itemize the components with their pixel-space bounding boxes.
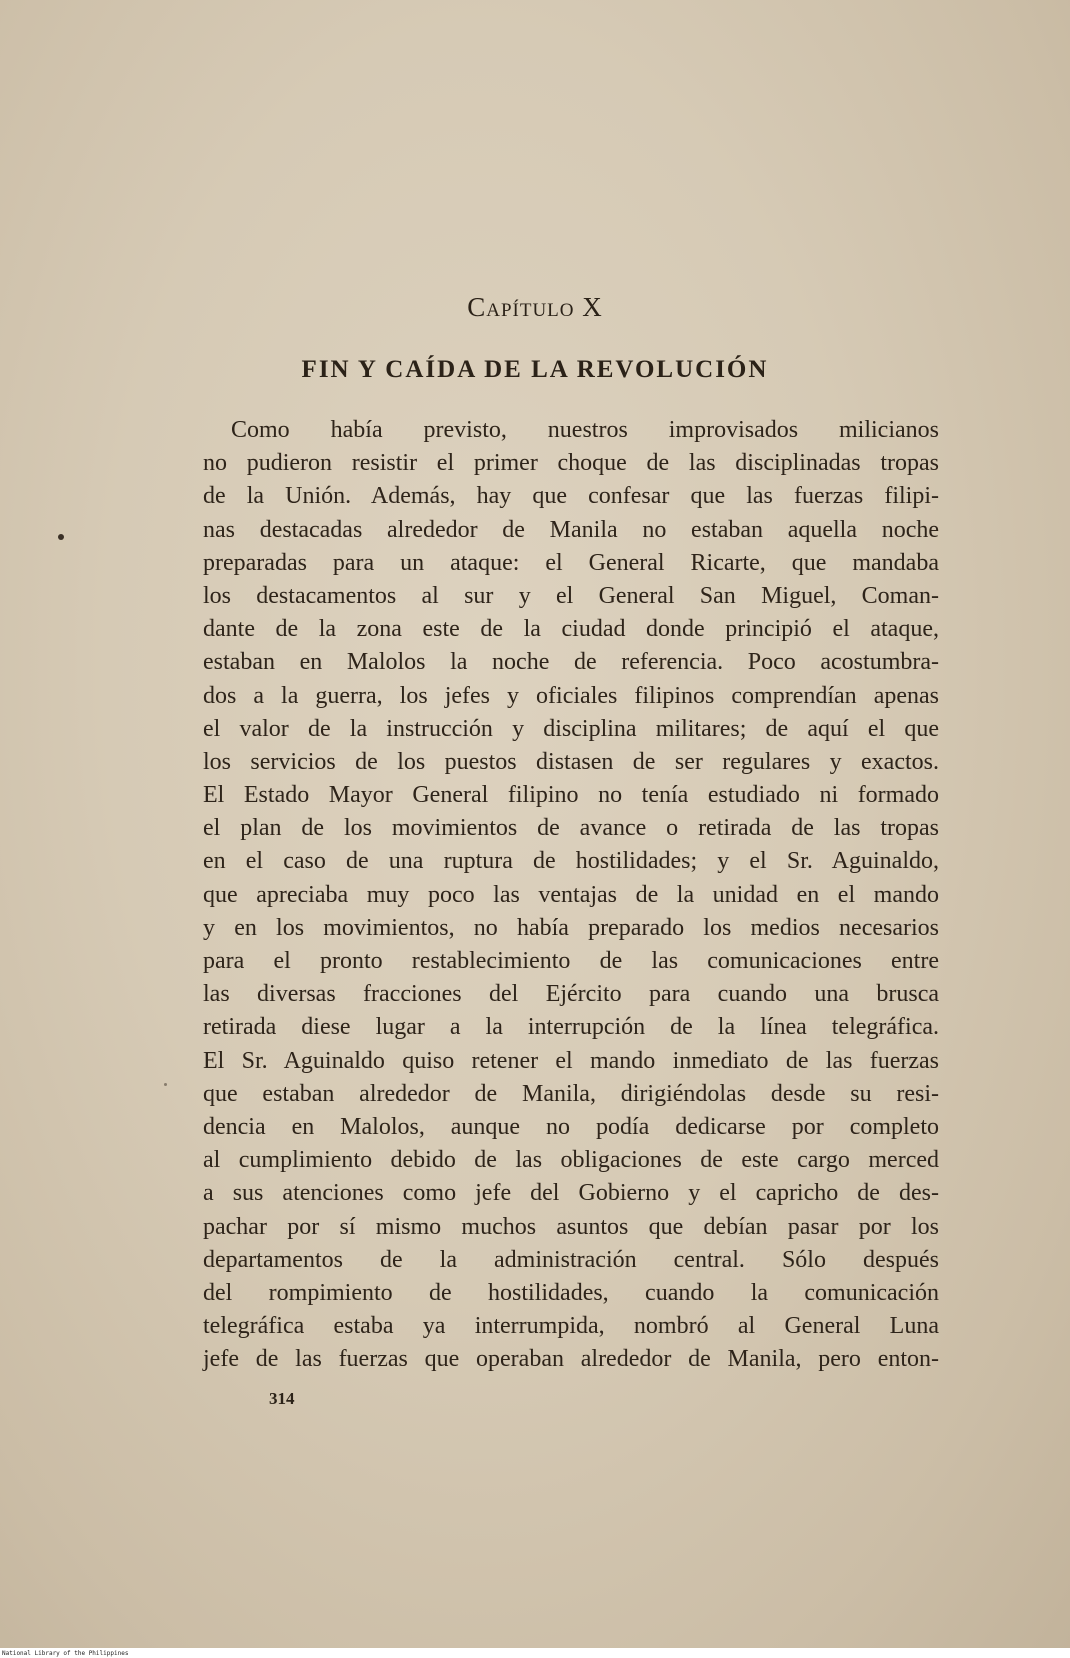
body-text: [203, 414, 939, 1376]
text-line: para el pronto restablecimiento de las comunicaciones entre: [203, 948, 939, 974]
text-line: los servicios de los puestos distasen de ser regulares y exactos.: [203, 748, 939, 775]
text-line: departamentos de la administración central. Sólo después: [203, 1246, 939, 1273]
text-line: que estaban alrededor de Manila, dirigiéndolas desde su resi-: [203, 1080, 939, 1107]
text-line: dos a la guerra, los jefes y oficiales filipinos comprendían apenas: [203, 682, 939, 709]
text-line: al cumplimiento debido de las obligaciones de este cargo merced: [203, 1147, 939, 1174]
text-line: y en los movimientos, no había preparado los medios necesarios: [203, 914, 939, 941]
text-line: pachar por sí mismo muchos asuntos que debían pasar por los: [203, 1213, 939, 1240]
chapter-title: FIN Y CAÍDA DE LA REVOLUCIÓN: [301, 356, 769, 383]
text-line: el valor de la instrucción y disciplina militares; de aquí el que: [203, 715, 939, 742]
ink-speck: [164, 1083, 167, 1086]
text-line: telegráfica estaba ya interrumpida, nombró al General Luna: [203, 1313, 939, 1340]
text-line: a sus atenciones como jefe del Gobierno y el capricho de des-: [203, 1180, 939, 1207]
chapter-heading: [0, 292, 1070, 323]
text-line: en el caso de una ruptura de hostilidades; y el Sr. Aguinaldo,: [203, 848, 939, 875]
text-line: el plan de los movimientos de avance o retirada de las tropas: [203, 815, 939, 842]
text-line: dencia en Malolos, aunque no podía dedicarse por completo: [203, 1113, 939, 1140]
text-line: Como había previsto, nuestros improvisados milicianos: [231, 417, 939, 443]
text-line: nas destacadas alrededor de Manila no estaban aquella noche: [203, 516, 939, 543]
text-line: no pudieron resistir el primer choque de las disciplinadas tropas: [203, 450, 939, 477]
text-line: las diversas fracciones del Ejército para cuando una brusca: [203, 981, 939, 1008]
text-line: jefe de las fuerzas que operaban alrededor de Manila, pero enton-: [203, 1346, 939, 1373]
page-number: 314: [269, 1389, 295, 1408]
text-line: estaban en Malolos la noche de referencia. Poco acostumbra-: [203, 649, 939, 676]
text-line: los destacamentos al sur y el General San Miguel, Coman-: [203, 582, 939, 609]
text-line: El Sr. Aguinaldo quiso retener el mando inmediato de las fuerzas: [203, 1047, 939, 1074]
text-line: El Estado Mayor General filipino no tenía estudiado ni formado: [203, 782, 939, 809]
library-footer: National Library of the Philippines: [2, 1650, 129, 1657]
ink-speck: [58, 534, 64, 540]
text-line: del rompimiento de hostilidades, cuando la comunicación: [203, 1279, 939, 1306]
text-line: dante de la zona este de la ciudad donde principió el ataque,: [203, 616, 939, 643]
text-line: de la Unión. Además, hay que confesar que las fuerzas filipi-: [203, 483, 939, 510]
text-line: preparadas para un ataque: el General Ricarte, que mandaba: [203, 549, 939, 576]
text-line: que apreciaba muy poco las ventajas de la unidad en el mando: [203, 881, 939, 908]
chapter-label: Capítulo X: [467, 292, 603, 322]
text-line: retirada diese lugar a la interrupción de la línea telegráfica.: [203, 1014, 939, 1041]
